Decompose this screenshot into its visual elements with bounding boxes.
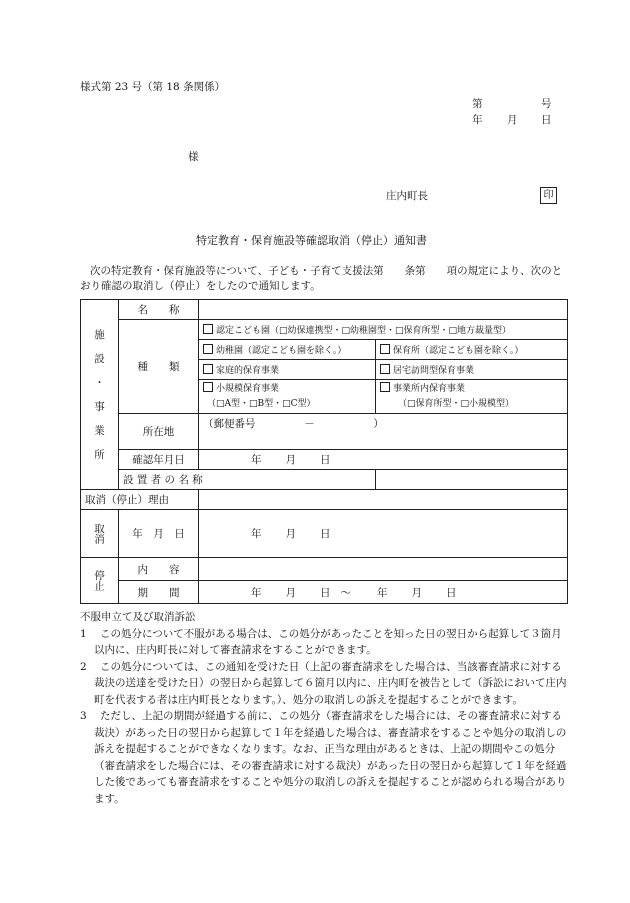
option-shokibo: 小規模保育事業 （□A型・□B型・□C型） xyxy=(199,380,376,414)
date-year: 年 xyxy=(472,114,483,126)
option-jigyosho: 事業所内保育事業 （□保育所型・□小規模型） xyxy=(376,380,568,414)
checkbox-katei[interactable] xyxy=(203,364,213,374)
confirm-date-value: 年 月 日 xyxy=(199,450,568,470)
period-label: 期 間 xyxy=(119,581,199,604)
intro-paragraph: 次の特定教育・保育施設等について、子ども・子育て支援法第 条第 項の規定により、次のとおり確認の取消し（停止）をしたので通知します。 xyxy=(80,265,563,292)
name-label: 名 称 xyxy=(119,300,199,320)
checkbox-shokibo[interactable] xyxy=(203,382,213,392)
stop-label: 停止 xyxy=(81,558,119,604)
name-value xyxy=(199,300,568,320)
note-item: 1 この処分について不服がある場合は、この処分があったことを知った日の翌日から起算して３箇月以内に、庄内町長に対して審査請求をすることができます。 xyxy=(80,627,562,656)
content-value xyxy=(199,558,568,581)
option-yochien: 幼稚園（認定こども園を除く。） xyxy=(199,340,376,360)
cancel-date-value: 年 月 日 xyxy=(199,510,568,558)
option-hoikusho: 保育所（認定こども園を除く。） xyxy=(376,340,568,360)
checkbox-kyotaku[interactable] xyxy=(380,364,390,374)
type-label: 種 類 xyxy=(119,320,199,414)
postal-dash: － xyxy=(304,418,315,430)
doc-number-dai: 第 xyxy=(472,98,483,110)
checkbox-kodomoen[interactable] xyxy=(203,324,213,334)
appeal-notes xyxy=(80,609,572,807)
document-title: 特定教育・保育施設等確認取消（停止）通知書 xyxy=(196,234,427,247)
checkbox-hoikusho[interactable] xyxy=(380,344,390,354)
date-day: 日 xyxy=(541,114,552,126)
cancel-date-label: 年 月 日 xyxy=(119,510,199,558)
setter-value xyxy=(376,470,568,490)
doc-number-go: 号 xyxy=(541,98,552,110)
reason-label: 取消（停止）理由 xyxy=(81,490,199,510)
postal-close: ） xyxy=(373,418,384,430)
setter-label: 設 置 者 の 名 称 xyxy=(119,470,376,490)
confirm-date-label: 確認年月日 xyxy=(119,450,199,470)
option-kodomoen: 認定こども園（□幼保連携型・□幼稚園型・□保育所型・□地方裁量型） xyxy=(199,320,568,340)
form-number: 様式第 23 号（第 18 条関係） xyxy=(80,81,226,93)
facility-table xyxy=(80,299,568,604)
seal-mark: 印 xyxy=(540,187,557,204)
note-item: 3 ただし、上記の期間が経過する前に、この処分（審査請求をした場合には、その審査請求に対する裁決）があった日の翌日から起算して１年を経過した場合は、審査請求をすることや処分の取消しの訴えを提起することができなくなります。なお、正当な理由があるときは、上記の期間やこの処分（審査請求をした場合には、その審査請求に対する裁決）があった日の翌日から起算して１年を経過した後であっても審査請求をすることや処分の取消しの訴えを提起することが認められる場合があります。 xyxy=(80,710,567,805)
option-katei: 家庭的保育事業 xyxy=(199,360,376,380)
content-label: 内 容 xyxy=(119,558,199,581)
checkbox-jigyosho[interactable] xyxy=(380,382,390,392)
issuer-name: 庄内町長 xyxy=(386,190,428,202)
note-item: 2 この処分については、この通知を受けた日（上記の審査請求をした場合は、当該審査請求に対する裁決の送達を受けた日）の翌日から起算して６箇月以内に、庄内町を被告として（訴訟において庄内町を代表する者は庄内町長となります。）、処分の取消しの訴えを提起することができます。 xyxy=(80,660,567,706)
facility-vertical-label: 施 設 ・ 事 業 所 xyxy=(81,300,119,490)
notes-heading: 不服申立て及び取消訴訟 xyxy=(80,611,196,623)
recipient-sama: 様 xyxy=(188,151,199,163)
address-label: 所在地 xyxy=(119,414,199,450)
postal-label: （郵便番号 xyxy=(203,418,256,430)
period-value: 年 月 日 ～ 年 月 日 xyxy=(199,581,568,604)
checkbox-yochien[interactable] xyxy=(203,344,213,354)
date-month: 月 xyxy=(507,114,518,126)
reason-value xyxy=(199,490,568,510)
option-kyotaku: 居宅訪問型保育事業 xyxy=(376,360,568,380)
cancel-label: 取消 xyxy=(81,510,119,558)
address-value xyxy=(199,414,568,450)
